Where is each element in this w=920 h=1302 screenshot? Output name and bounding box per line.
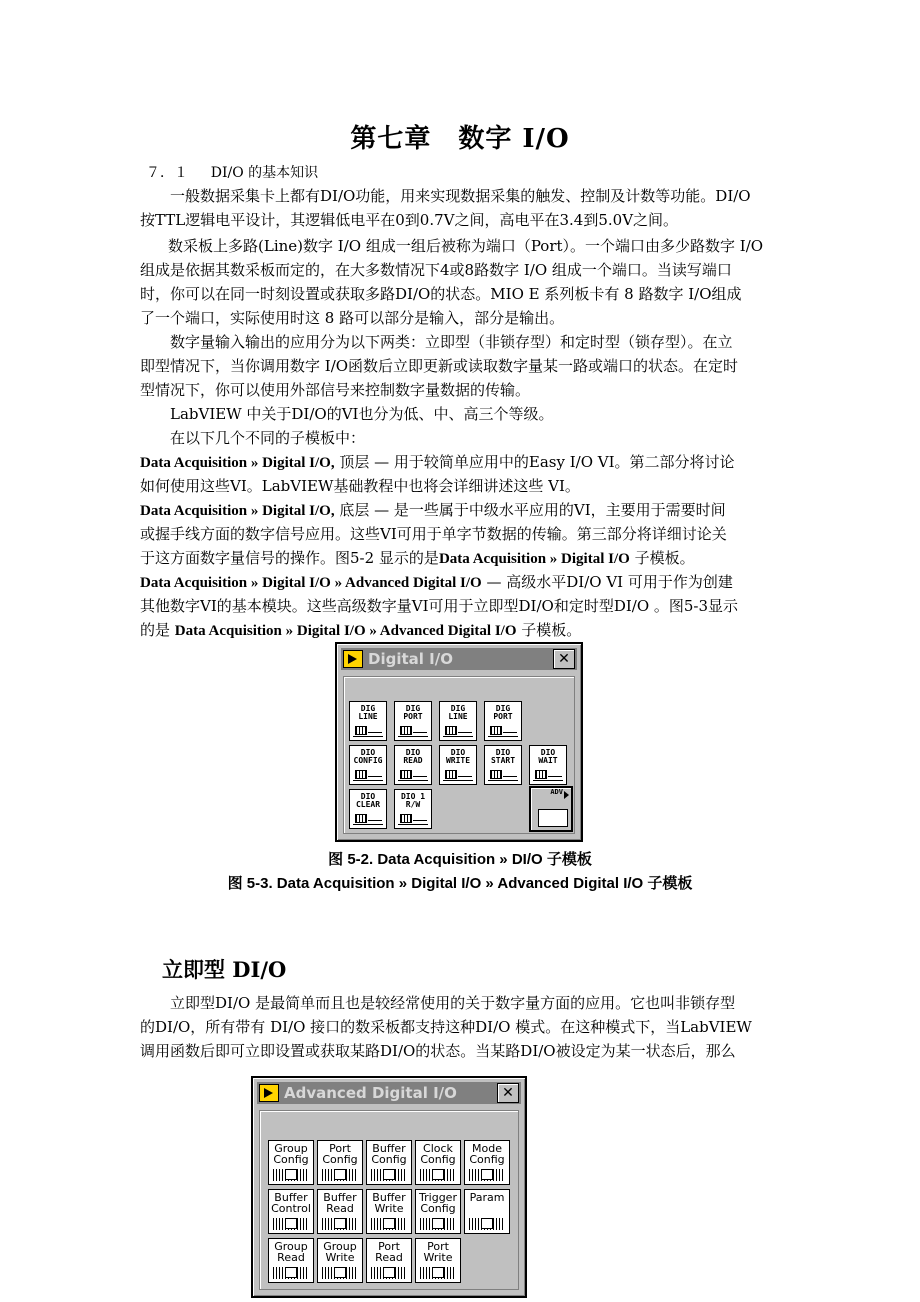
palette-title: Digital I/O bbox=[368, 650, 453, 668]
dig-line-read-vi[interactable]: DIG LINE bbox=[349, 701, 387, 741]
group-write-vi[interactable]: Group Write bbox=[317, 1238, 363, 1283]
paragraph-line bbox=[140, 498, 726, 523]
mode-config-vi[interactable]: Mode Config bbox=[464, 1140, 510, 1185]
waveform-icon bbox=[538, 809, 568, 827]
dio-read-vi[interactable]: DIO READ bbox=[394, 745, 432, 785]
dio-write-vi[interactable]: DIO WRITE bbox=[439, 745, 477, 785]
dio-clear-vi[interactable]: DIO CLEAR bbox=[349, 789, 387, 829]
buffer-read-vi[interactable]: Buffer Read bbox=[317, 1189, 363, 1234]
section-number: ７．１ bbox=[146, 165, 188, 181]
vi-icon-graphic bbox=[420, 1169, 456, 1181]
vi-icon-graphic bbox=[420, 1218, 456, 1230]
vi-icon-graphic bbox=[353, 813, 383, 825]
text: 于这方面数字量信号的操作。图5-2 显示的是 bbox=[140, 549, 439, 567]
vi-icon-graphic bbox=[273, 1267, 309, 1279]
advanced-digital-io-palette-window bbox=[251, 1076, 527, 1298]
paragraph-line: LabVIEW 中关于DI/O的VI也分为低、中、高三个等级。 bbox=[170, 405, 554, 423]
chapter-title: 第七章 数字 I/O bbox=[350, 124, 570, 154]
vi-icon-graphic bbox=[353, 769, 383, 781]
paragraph-line: 或握手线方面的数字信号应用。这些VI可用于单字节数据的传输。第三部分将详细讨论关 bbox=[140, 525, 727, 543]
vi-icon-graphic bbox=[371, 1218, 407, 1230]
paragraph-line bbox=[140, 570, 733, 595]
dio-1-rw-vi[interactable]: DIO 1 R/W bbox=[394, 789, 432, 829]
paragraph-line bbox=[140, 618, 581, 643]
paragraph-line: 立即型DI/O 是最简单而且也是较经常使用的关于数字量方面的应用。它也叫非锁存型 bbox=[170, 994, 736, 1012]
adv-label: ADV bbox=[550, 788, 563, 796]
vi-icon-graphic bbox=[443, 725, 473, 737]
port-read-vi[interactable]: Port Read bbox=[366, 1238, 412, 1283]
close-button[interactable]: ✕ bbox=[553, 649, 575, 669]
palette-body bbox=[343, 676, 575, 834]
labview-icon bbox=[343, 650, 363, 668]
palette-titlebar[interactable] bbox=[257, 1082, 521, 1104]
buffer-config-vi[interactable]: Buffer Config bbox=[366, 1140, 412, 1185]
paragraph-line bbox=[140, 450, 735, 475]
menu-path: Data Acquisition » Digital I/O, bbox=[140, 503, 335, 519]
vi-icon-graphic bbox=[488, 725, 518, 737]
vi-icon-graphic bbox=[398, 813, 428, 825]
vi-icon-graphic bbox=[353, 725, 383, 737]
dio-start-vi[interactable]: DIO START bbox=[484, 745, 522, 785]
buffer-write-vi[interactable]: Buffer Write bbox=[366, 1189, 412, 1234]
clock-config-vi[interactable]: Clock Config bbox=[415, 1140, 461, 1185]
dig-port-write-vi[interactable]: DIG PORT bbox=[484, 701, 522, 741]
trigger-config-vi[interactable]: Trigger Config bbox=[415, 1189, 461, 1234]
paragraph-line: 的DI/O，所有带有 DI/O 接口的数采板都支持这种DI/O 模式。在这种模式下，当LabVIEW bbox=[140, 1018, 752, 1036]
palette-titlebar[interactable] bbox=[341, 648, 577, 670]
text: — 高级水平DI/O VI 可用于作为创建 bbox=[481, 573, 733, 591]
close-button[interactable]: ✕ bbox=[497, 1083, 519, 1103]
paragraph-line: 在以下几个不同的子模板中： bbox=[170, 429, 366, 447]
paragraph-line: 组成是依据其数采板而定的，在大多数情况下4或8路数字 I/O 组成一个端口。当读写端口 bbox=[140, 261, 732, 279]
paragraph-line: 如何使用这些VI。LabVIEW基础教程中也将会详细讲述这些 VI。 bbox=[140, 477, 580, 495]
vi-icon-graphic bbox=[398, 769, 428, 781]
section-title: DI/O 的基本知识 bbox=[210, 165, 319, 181]
digital-io-palette-window bbox=[335, 642, 583, 842]
paragraph-line: 时，你可以在同一时刻设置或获取多路DI/O的状态。MIO E 系列板卡有 8 路数字 I/O组成 bbox=[140, 285, 742, 303]
text: 顶层 — 用于较简单应用中的Easy I/O VI。第二部分将讨论 bbox=[334, 453, 735, 471]
paragraph-line: 数采板上多路(Line)数字 I/O 组成一组后被称为端口（Port）。一个端口由多少路数字 I/O bbox=[168, 237, 764, 255]
paragraph-line: 按TTL逻辑电平设计，其逻辑低电平在0到0.7V之间，高电平在3.4到5.0V之间。 bbox=[140, 211, 679, 229]
paragraph-line: 型情况下，你可以使用外部信号来控制数字量数据的传输。 bbox=[140, 381, 531, 399]
param-vi[interactable]: Param bbox=[464, 1189, 510, 1234]
palette-title: Advanced Digital I/O bbox=[284, 1084, 457, 1102]
vi-icon-graphic bbox=[469, 1218, 505, 1230]
vi-icon-graphic bbox=[322, 1169, 358, 1181]
dio-config-vi[interactable]: DIO CONFIG bbox=[349, 745, 387, 785]
vi-icon-graphic bbox=[371, 1169, 407, 1181]
dig-line-write-vi[interactable]: DIG LINE bbox=[439, 701, 477, 741]
port-config-vi[interactable]: Port Config bbox=[317, 1140, 363, 1185]
submenu-arrow-icon bbox=[564, 791, 569, 799]
section-heading-immediate-dio: 立即型 DI/O bbox=[162, 957, 287, 982]
group-config-vi[interactable]: Group Config bbox=[268, 1140, 314, 1185]
text: 子模板。 bbox=[629, 549, 695, 567]
dig-port-read-vi[interactable]: DIG PORT bbox=[394, 701, 432, 741]
vi-icon-graphic bbox=[371, 1267, 407, 1279]
vi-icon-graphic bbox=[273, 1218, 309, 1230]
figure-caption: 图 5-2. Data Acquisition » DI/O 子模板 bbox=[328, 851, 592, 868]
vi-icon-graphic bbox=[398, 725, 428, 737]
advanced-subpalette-button[interactable] bbox=[529, 786, 573, 832]
text: 的是 bbox=[140, 621, 175, 639]
labview-icon bbox=[259, 1084, 279, 1102]
menu-path: Data Acquisition » Digital I/O bbox=[438, 551, 630, 567]
vi-icon-graphic bbox=[488, 769, 518, 781]
paragraph-line: 了一个端口，实际使用时这 8 路可以部分是输入，部分是输出。 bbox=[140, 309, 565, 327]
paragraph-line: 调用函数后即可立即设置或获取某路DI/O的状态。当某路DI/O被设定为某一状态后，那么 bbox=[140, 1042, 736, 1060]
text: 底层 — 是一些属于中级水平应用的VI，主要用于需要时间 bbox=[334, 501, 726, 519]
dio-wait-vi[interactable]: DIO WAIT bbox=[529, 745, 567, 785]
vi-icon-graphic bbox=[469, 1169, 505, 1181]
text: 子模板。 bbox=[516, 621, 582, 639]
palette-body bbox=[259, 1110, 519, 1290]
vi-icon-graphic bbox=[322, 1267, 358, 1279]
vi-icon-graphic bbox=[322, 1218, 358, 1230]
paragraph-line: 一般数据采集卡上都有DI/O功能，用来实现数据采集的触发、控制及计数等功能。DI/O bbox=[170, 187, 751, 205]
section-heading bbox=[146, 160, 318, 185]
vi-icon-graphic bbox=[420, 1267, 456, 1279]
menu-path: Data Acquisition » Digital I/O » Advanced Digital I/O bbox=[174, 623, 517, 639]
figure-caption: 图 5-3. Data Acquisition » Digital I/O » Advanced Digital I/O 子模板 bbox=[227, 875, 693, 892]
vi-icon-graphic bbox=[533, 769, 563, 781]
menu-path: Data Acquisition » Digital I/O, bbox=[140, 455, 335, 471]
group-read-vi[interactable]: Group Read bbox=[268, 1238, 314, 1283]
vi-icon-graphic bbox=[273, 1169, 309, 1181]
menu-path: Data Acquisition » Digital I/O » Advanced Digital I/O bbox=[140, 575, 482, 591]
paragraph-line: 即型情况下，当你调用数字 I/O函数后立即更新或读取数字量某一路或端口的状态。在定时 bbox=[140, 357, 739, 375]
port-write-vi[interactable]: Port Write bbox=[415, 1238, 461, 1283]
paragraph-line bbox=[140, 546, 695, 571]
buffer-control-vi[interactable]: Buffer Control bbox=[268, 1189, 314, 1234]
paragraph-line: 数字量输入输出的应用分为以下两类：立即型（非锁存型）和定时型（锁存型）。在立 bbox=[170, 333, 733, 351]
vi-icon-graphic bbox=[443, 769, 473, 781]
paragraph-line: 其他数字VI的基本模块。这些高级数字量VI可用于立即型DI/O和定时型DI/O 。图5-3显示 bbox=[140, 597, 739, 615]
